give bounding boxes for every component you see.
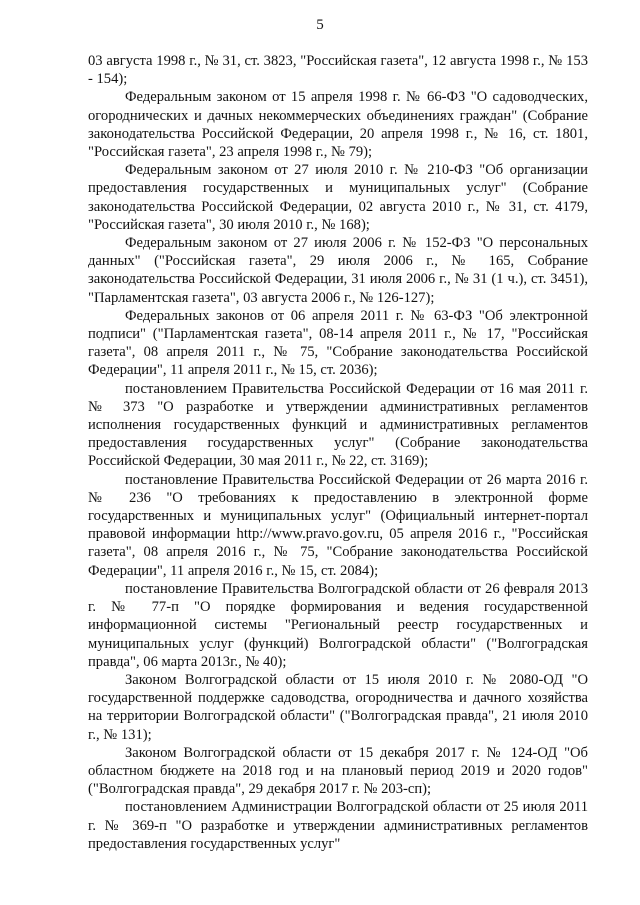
paragraph-11: постановлением Администрации Волгоградской области от 25 июля 2011 г. № 369-п "О разработке и утверждении административных регламентов предоставления государственных услуг": [88, 799, 588, 852]
paragraph-10: Законом Волгоградской области от 15 декабря 2017 г. № 124-ОД "Об областном бюджете на 2018 год и на плановый период 2019 и 2020 годов" ("Волгоградская правда", 29 декабря 2017 г. № 203-сп);: [88, 744, 588, 798]
paragraph-4: Федеральным законом от 27 июля 2006 г. № 152-ФЗ "О персональных данных" ("Российская газета", 29 июля 2006 г., № 165, Собрание законодательства Российской Федерации, 31 июля 2006 г., № 31 (1 ч.), ст. 3451), "Парламентская газета", 03 августа 2006 г., № 126-127);: [88, 235, 588, 306]
page-number: 5: [316, 17, 324, 33]
paragraph-2: Федеральным законом от 15 апреля 1998 г. № 66-ФЗ "О садоводческих, огороднических и дачных некоммерческих объединениях граждан" (Собрание законодательства Российской Федерации, 20 апреля 1998 г., № 16, ст. 1801, "Российская газета", 23 апреля 1998 г., № 79);: [88, 89, 588, 161]
paragraph-8: постановление Правительства Волгоградской области от 26 февраля 2013 г. № 77-п "О порядке формирования и ведения государственной информационной системы "Региональный реестр государственных и муниципальных услуг (функций) Волгоградской области" ("Волгоградская правда", 06 марта 2013г., № 40);: [88, 580, 588, 670]
paragraph-3: Федеральным законом от 27 июля 2010 г. № 210-ФЗ "Об организации предоставления государственных и муниципальных услуг" (Собрание законодательства Российской Федерации, 02 августа 2010 г., № 31, ст. 4179, "Российская газета", 30 июля 2010 г., № 168);: [88, 162, 588, 233]
paragraph-9: Законом Волгоградской области от 15 июля 2010 г. № 2080-ОД "О государственной поддержке садоводства, огородничества и дачного хозяйства на территории Волгоградской области" ("Волгоградская правда", 21 июля 2010 г., № 131);: [88, 671, 588, 743]
paragraph-6: постановлением Правительства Российской Федерации от 16 мая 2011 г. № 373 "О разработке и утверждении административных регламентов исполнения государственных функций и административных регламентов предоставления государственных услуг" (Собрание законодательства Российской Федерации, 30 мая 2011 г., № 22, ст. 3169);: [88, 380, 588, 470]
document-body: [88, 52, 588, 853]
paragraph-5: Федеральных законов от 06 апреля 2011 г. № 63-ФЗ "Об электронной подписи" ("Парламентская газета", 08-14 апреля 2011 г., № 17, "Российская газета", 08 апреля 2011 г., № 75, "Собрание законодательства Российской Федерации", 11 апреля 2011 г., № 15, ст. 2036);: [88, 307, 588, 379]
paragraph-7: постановление Правительства Российской Федерации от 26 марта 2016 г. № 236 "О требованиях к предоставлению в электронной форме государственных и муниципальных услуг" (Официальный интернет-портал правовой информации http://www.pravo.gov.ru, 05 апреля 2016 г., "Российская газета", 08 апреля 2016 г., № 75, "Собрание законодательства Российской Федерации", 11 апреля 2016 г., № 15, ст. 2084);: [88, 471, 588, 579]
paragraph-1: 03 августа 1998 г., № 31, ст. 3823, "Российская газета", 12 августа 1998 г., № 153 - 154);: [88, 53, 588, 88]
